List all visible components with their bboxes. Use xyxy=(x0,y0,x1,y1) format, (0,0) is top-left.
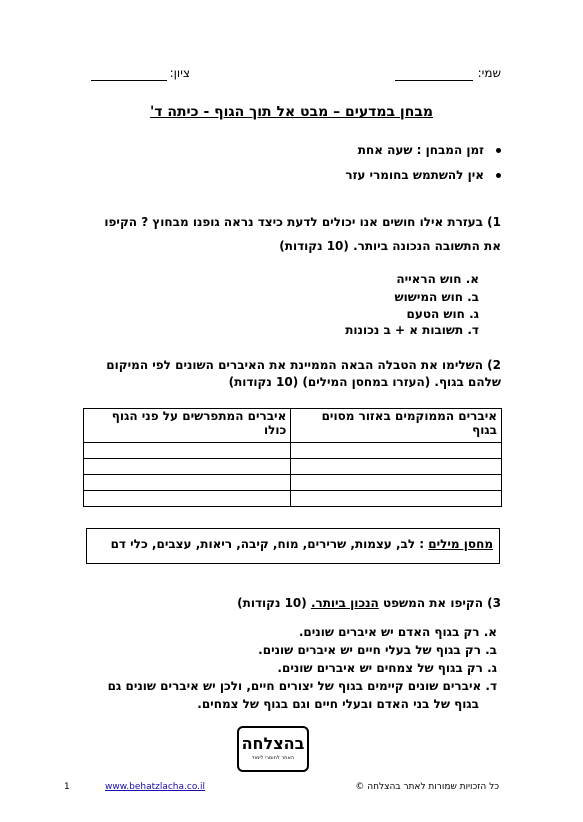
bullet-item xyxy=(345,168,501,182)
grade-field[interactable] xyxy=(91,64,167,81)
table-row xyxy=(84,475,502,491)
table-row xyxy=(84,443,502,459)
word-bank-label: מחסן מילים xyxy=(428,537,493,551)
q1-option-b[interactable]: ב. חוש המישוש xyxy=(394,290,479,304)
brand-logo xyxy=(237,726,309,772)
table-cell[interactable] xyxy=(84,475,291,491)
table-row xyxy=(84,491,502,507)
table-cell[interactable] xyxy=(84,491,291,507)
page-number: 1 xyxy=(64,782,70,792)
table-cell[interactable] xyxy=(291,459,502,475)
table-cell[interactable] xyxy=(291,475,502,491)
q3-option-a[interactable]: א. רק בגוף האדם יש איברים שונים. xyxy=(298,625,497,639)
name-field[interactable] xyxy=(395,64,473,81)
organs-table xyxy=(83,408,502,507)
footer-link[interactable]: www.behatzlacha.co.il xyxy=(105,782,206,792)
table-cell[interactable] xyxy=(291,491,502,507)
question-2-line2: שלהם בגוף. (העזרו במחסן המילים) (10 נקודות) xyxy=(228,375,501,389)
table-header-row xyxy=(84,409,502,443)
question-3-text: 3) הקיפו את המשפט xyxy=(378,596,501,610)
q3-option-d[interactable]: ד. איברים שונים קיימים בגוף של יצורים חיים, ולכן יש איברים שונים גם xyxy=(107,679,497,693)
logo-subtext: האתר לחומרי לימוד xyxy=(251,755,295,761)
question-3-points: (10 נקודות) xyxy=(237,596,311,610)
bullet-text: זמן המבחן : שעה אחת xyxy=(357,143,484,157)
question-1-line2: את התשובה הנכונה ביותר. (10 נקודות) xyxy=(279,239,501,253)
footer-copyright: כל הזכויות שמורות לאתר בהצלחה © xyxy=(355,782,499,792)
bullet-dot-icon xyxy=(496,173,501,178)
q3-option-c[interactable]: ג. רק בגוף של צמחים יש איברים שונים. xyxy=(277,661,497,675)
q1-option-c[interactable]: ג. חוש הטעם xyxy=(406,307,479,321)
question-3 xyxy=(81,592,501,614)
bullet-text: אין להשתמש בחומרי עזר xyxy=(345,168,484,182)
table-row xyxy=(84,459,502,475)
table-header-cell: איברים המתפרשים על פני הגוף כולו xyxy=(84,409,291,443)
q3-option-d-cont: בגוף של בני האדם ובעלי חיים וגם בגוף של צמחים. xyxy=(197,697,479,711)
table-cell[interactable] xyxy=(84,459,291,475)
bullet-dot-icon xyxy=(496,148,501,153)
question-2-line1: 2) השלימו את הטבלה הבאה הממיינת את האיברים השונים לפי המיקום xyxy=(106,358,501,372)
page-title: מבחן במדעים – מבט אל תוך הגוף - כיתה ד' xyxy=(149,104,434,120)
table-cell[interactable] xyxy=(291,443,502,459)
logo-text: בהצלחה xyxy=(241,734,305,753)
bullet-item xyxy=(358,143,501,157)
word-bank xyxy=(86,528,500,564)
q1-option-d[interactable]: ד. תשובות א + ב נכונות xyxy=(345,323,479,337)
q3-option-b[interactable]: ב. רק בגוף של בעלי חיים יש איברים שונים. xyxy=(258,643,497,657)
table-header-cell: איברים הממוקמים באזור מסוים בגוף xyxy=(291,409,502,443)
question-3-underlined: הנכון ביותר. xyxy=(310,596,379,610)
word-bank-words: : לב, עצמות, שרירים, מוח, קיבה, ריאות, עצבים, כלי דם xyxy=(110,537,429,551)
table-cell[interactable] xyxy=(84,443,291,459)
grade-label: ציון: xyxy=(169,66,190,80)
question-1-line1: 1) בעזרת אילו חושים אנו יכולים לדעת כיצד נראה גופנו מבחוץ ? הקיפו xyxy=(104,215,501,229)
name-label: שמי: xyxy=(477,66,501,80)
q1-option-a[interactable]: א. חוש הראייה xyxy=(396,272,479,286)
